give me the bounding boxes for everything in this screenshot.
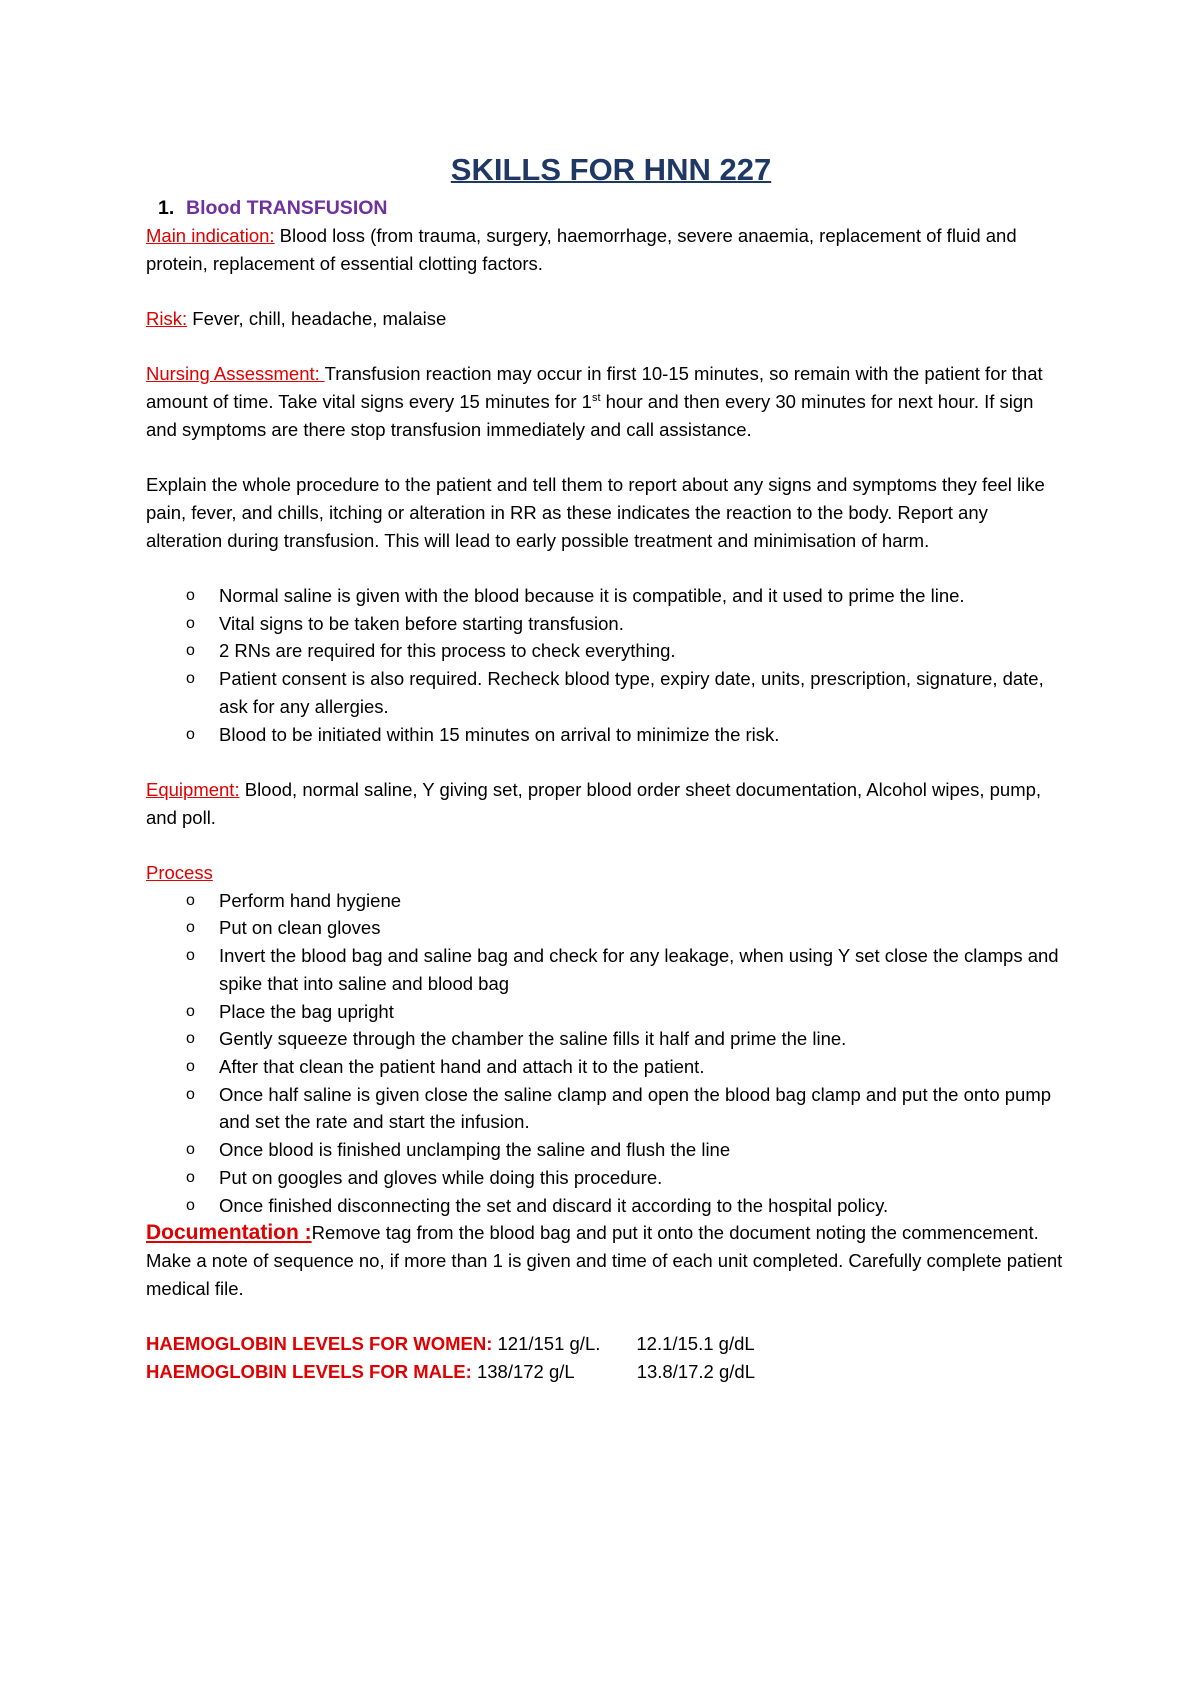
process-steps-list bbox=[146, 887, 1066, 1219]
page-title: SKILLS FOR HNN 227 bbox=[450, 152, 772, 187]
list-item bbox=[146, 1136, 1066, 1164]
spacer bbox=[146, 748, 1066, 776]
nursing-assessment-label: Nursing Assessment: bbox=[146, 363, 325, 385]
list-item bbox=[146, 665, 1066, 720]
bullet-icon: o bbox=[186, 947, 195, 965]
bullet-icon: o bbox=[186, 725, 195, 743]
bullet-icon: o bbox=[186, 1141, 195, 1159]
documentation-text: Remove tag from the blood bag and put it onto the document noting the commencement. Make a note of sequence no, if more than 1 is given and time of each unit completed. Carefully complete patient medical file. bbox=[146, 1222, 1063, 1299]
list-item bbox=[146, 721, 1066, 749]
list-item bbox=[146, 582, 1066, 610]
list-item-text: After that clean the patient hand and attach it to the patient. bbox=[219, 1056, 705, 1077]
spacer bbox=[146, 554, 1066, 582]
haemoglobin-male-conventional: 13.8/17.2 g/dL bbox=[636, 1360, 755, 1382]
section-heading bbox=[146, 194, 1066, 222]
list-item bbox=[146, 1025, 1066, 1053]
haemoglobin-women-line bbox=[146, 1330, 1066, 1358]
section-number: 1. bbox=[158, 197, 175, 219]
bullet-icon: o bbox=[186, 614, 195, 632]
bullet-icon: o bbox=[186, 1030, 195, 1048]
bullet-icon: o bbox=[186, 1002, 195, 1020]
list-item-text: Place the bag upright bbox=[219, 1000, 394, 1022]
nursing-assessment-text-a: Transfusion reaction may occur in first 10-15 minutes, so remain with the patient for that amount of time. Take vital signs every 15 minutes for 1 bbox=[146, 363, 1043, 413]
process-heading bbox=[146, 859, 1066, 887]
section-title: Blood TRANSFUSION bbox=[186, 197, 388, 219]
nursing-assessment-paragraph bbox=[146, 360, 1066, 443]
documentation-label: Documentation : bbox=[146, 1221, 312, 1245]
equipment-paragraph bbox=[146, 776, 1066, 831]
notes-list bbox=[146, 582, 1066, 748]
spacer bbox=[146, 333, 1066, 361]
list-item bbox=[146, 1081, 1066, 1136]
list-item bbox=[146, 942, 1066, 997]
bullet-icon: o bbox=[186, 1168, 195, 1186]
list-item bbox=[146, 1164, 1066, 1192]
bullet-icon: o bbox=[186, 1085, 195, 1103]
bullet-icon: o bbox=[186, 1058, 195, 1075]
main-indication-text: Blood loss (from trauma, surgery, haemorrhage, severe anaemia, replacement of fluid and protein, replacement of essential clotting factors. bbox=[146, 225, 1017, 274]
main-indication-paragraph bbox=[146, 222, 1066, 277]
list-item bbox=[146, 610, 1066, 638]
nursing-assessment-superscript: st bbox=[591, 392, 601, 405]
risk-paragraph bbox=[146, 305, 1066, 333]
list-item-text: Vital signs to be taken before starting transfusion. bbox=[219, 612, 624, 634]
list-item-text: Once half saline is given close the saline clamp and open the blood bag clamp and put the onto pump and set the rate and start the infusion. bbox=[219, 1083, 1052, 1133]
bullet-icon: o bbox=[186, 642, 195, 660]
risk-label: Risk: bbox=[146, 308, 188, 330]
list-item-text: Put on clean gloves bbox=[219, 917, 381, 939]
bullet-icon: o bbox=[186, 1196, 195, 1214]
list-item-text: Perform hand hygiene bbox=[219, 889, 402, 911]
list-item bbox=[146, 914, 1066, 942]
bullet-icon: o bbox=[186, 587, 195, 605]
list-item-text: Once finished disconnecting the set and discard it according to the hospital policy. bbox=[219, 1194, 889, 1216]
documentation-paragraph bbox=[146, 1219, 1066, 1302]
haemoglobin-male-line bbox=[146, 1358, 1066, 1386]
spacer bbox=[146, 831, 1066, 859]
main-indication-label: Main indication: bbox=[146, 225, 275, 246]
list-item-text: Gently squeeze through the chamber the saline fills it half and prime the line. bbox=[219, 1028, 847, 1050]
haemoglobin-women-conventional: 12.1/15.1 g/dL bbox=[636, 1333, 755, 1355]
haemoglobin-women-label: HAEMOGLOBIN LEVELS FOR WOMEN: bbox=[146, 1333, 493, 1355]
spacer bbox=[146, 277, 1066, 305]
spacer bbox=[146, 1302, 1066, 1330]
list-item-text: Patient consent is also required. Recheck blood type, expiry date, units, prescription, signature, date, ask for any allergies. bbox=[219, 668, 1044, 717]
bullet-icon: o bbox=[186, 919, 195, 937]
equipment-label: Equipment: bbox=[146, 778, 240, 800]
list-item bbox=[146, 1192, 1066, 1220]
list-item-text: Blood to be initiated within 15 minutes on arrival to minimize the risk. bbox=[219, 723, 780, 745]
risk-text: Fever, chill, headache, malaise bbox=[187, 308, 447, 330]
bullet-icon: o bbox=[186, 891, 195, 909]
list-item-text: Invert the blood bag and saline bag and check for any leakage, when using Y set close the clamps and spike that into saline and blood bag bbox=[219, 945, 1059, 994]
spacer bbox=[146, 444, 1066, 472]
list-item bbox=[146, 998, 1066, 1026]
haemoglobin-women-si: 121/151 g/L. bbox=[492, 1333, 601, 1355]
haemoglobin-male-si: 138/172 g/L bbox=[471, 1360, 575, 1382]
document-body bbox=[146, 150, 1066, 1385]
equipment-text: Blood, normal saline, Y giving set, proper blood order sheet documentation, Alcohol wipes, pump, and poll. bbox=[146, 778, 1042, 828]
bullet-icon: o bbox=[186, 670, 195, 688]
list-item-text: Once blood is finished unclamping the saline and flush the line bbox=[219, 1139, 731, 1161]
list-item bbox=[146, 637, 1066, 665]
list-item bbox=[146, 887, 1066, 915]
list-item-text: Normal saline is given with the blood because it is compatible, and it used to prime the line. bbox=[219, 585, 965, 607]
list-item-text: Put on googles and gloves while doing this procedure. bbox=[219, 1166, 663, 1188]
explain-paragraph: Explain the whole procedure to the patient and tell them to report about any signs and symptoms they feel like pain, fever, and chills, itching or alteration in RR as these indicates the reaction to the body. Report any alteration during transfusion. This will lead to early possible treatment and minimisation of harm. bbox=[146, 474, 1045, 551]
list-item bbox=[146, 1053, 1066, 1081]
process-label: Process bbox=[146, 862, 213, 884]
list-item-text: 2 RNs are required for this process to check everything. bbox=[219, 640, 676, 662]
haemoglobin-male-label: HAEMOGLOBIN LEVELS FOR MALE: bbox=[146, 1360, 472, 1382]
nursing-assessment-text-b: hour and then every 30 minutes for next hour. If sign and symptoms are there stop transfusion immediately and call assistance. bbox=[146, 391, 1034, 440]
